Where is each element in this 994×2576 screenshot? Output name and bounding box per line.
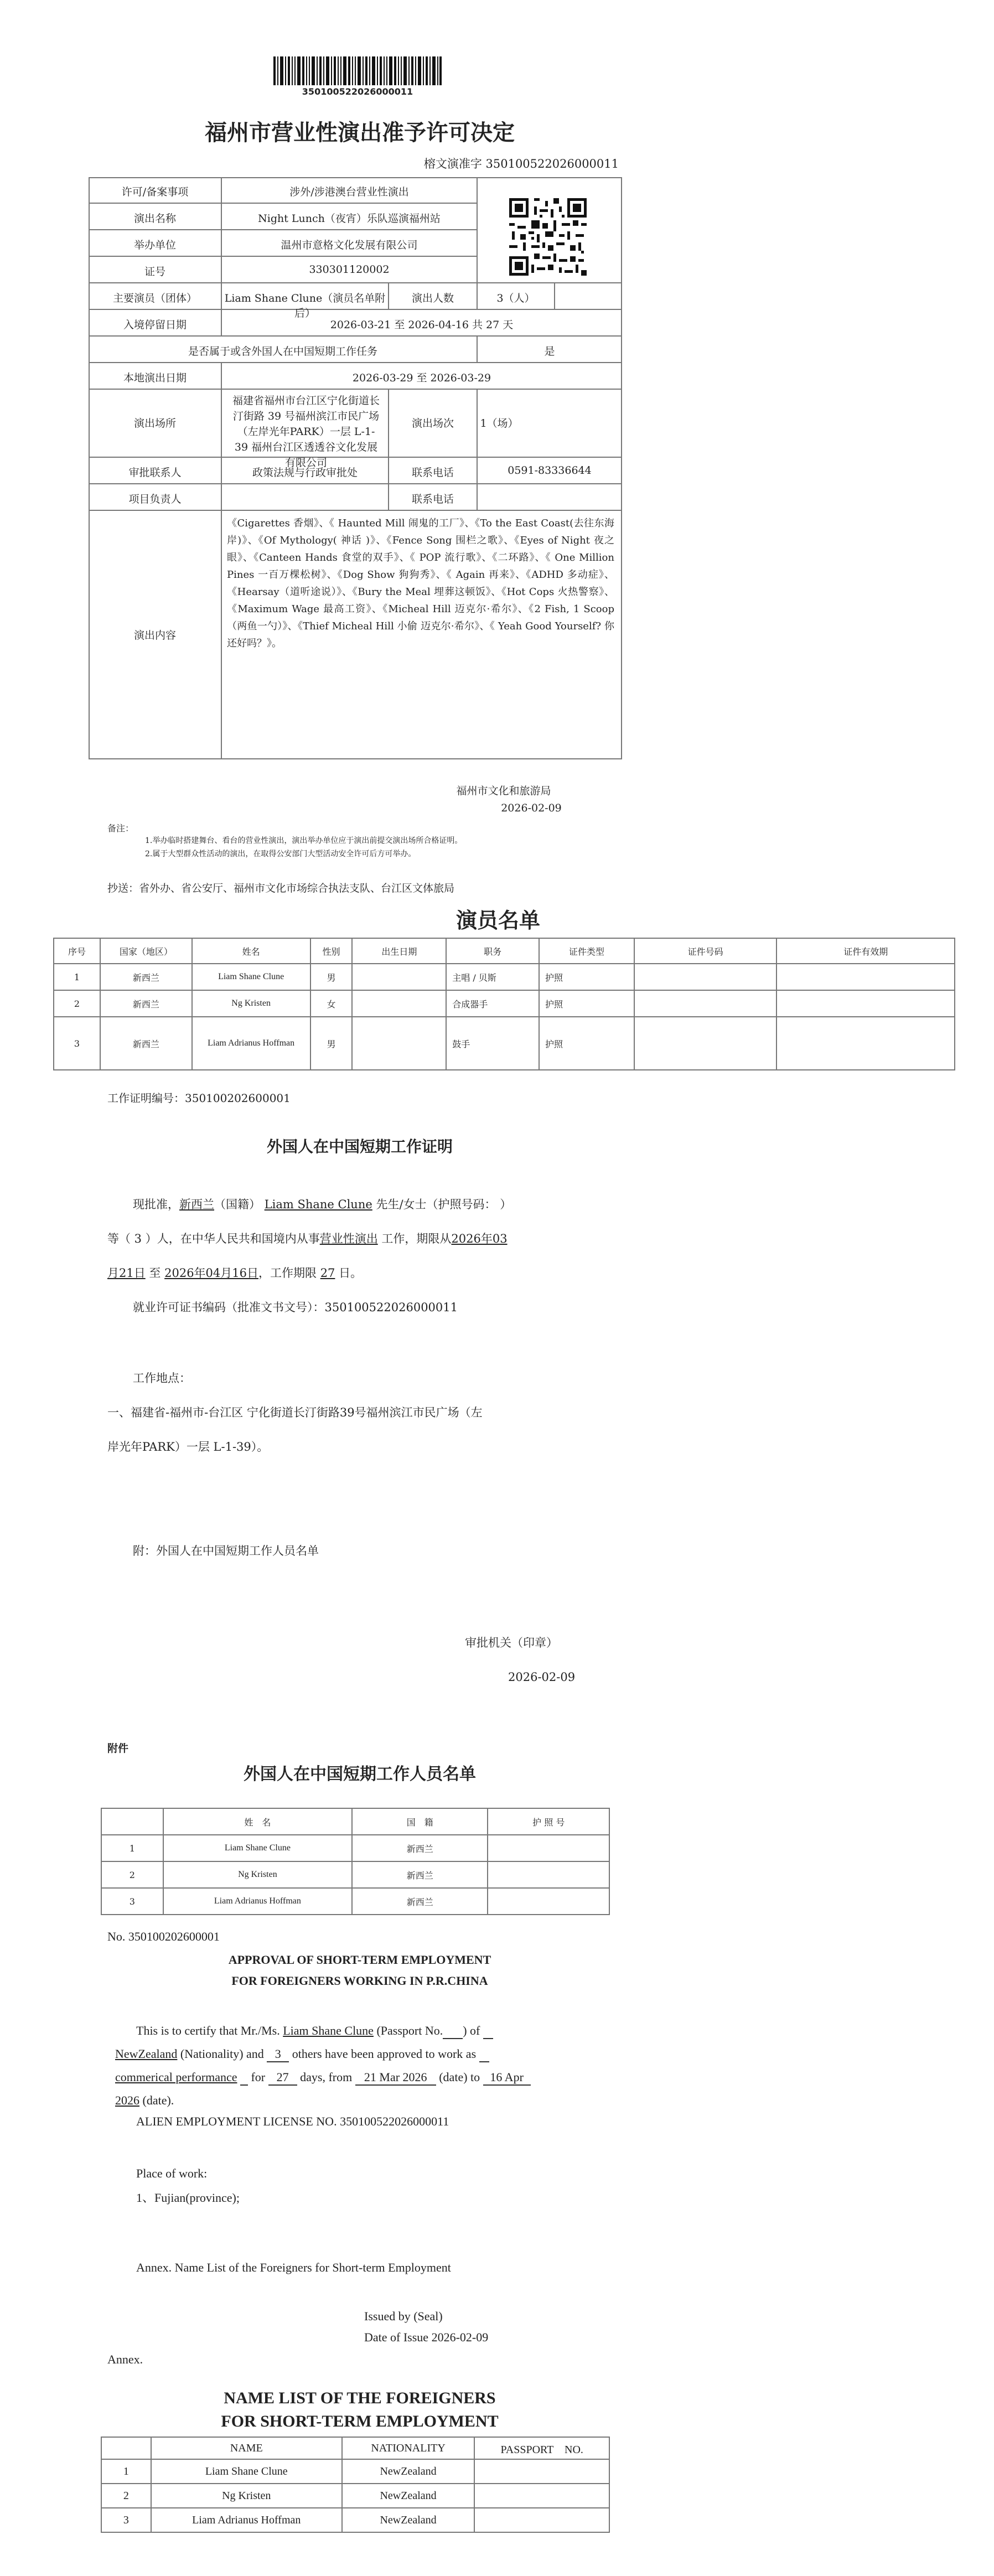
permit-title: 福州市营业性演出准予许可决定 [205,120,515,146]
en-l1-a: This is to certify that Mr./Ms. [136,2024,280,2037]
annex-en-header: PASSPORT NO. [474,2437,609,2459]
cn-from-b: 月21日 [107,1266,146,1280]
cn-seal: 审批机关（印章） [465,1636,558,1649]
annex-cn-cell: Liam Adrianus Hoffman [163,1888,352,1915]
en-passport-blank [443,2024,463,2039]
show-name-label: 演出名称 [133,213,176,225]
cast-cell [776,990,955,1017]
en-work: commerical performance [115,2070,237,2084]
annex-cn-label: 附件 [107,1742,129,1755]
permit-ref: 榕文演准字 350100522026000011 [423,157,619,170]
en-from: 21 Mar 2026 [355,2070,436,2086]
en-annex: Annex. Name List of the Foreigners for Short-term Employment [136,2261,451,2274]
venue-label: 演出场所 [133,417,176,430]
cast-cell: 主唱 / 贝斯 [446,964,539,990]
en-cert-no: No. 350100202600001 [107,1930,220,1943]
cast-cell: 新西兰 [100,1017,192,1070]
cast-header: 证件号码 [634,938,777,964]
cast-header: 国家（地区） [100,938,192,964]
qr-code [509,198,587,276]
en-license: ALIEN EMPLOYMENT LICENSE NO. 350100522026000011 [136,2114,449,2128]
en-l3-c: (date) to [439,2070,480,2084]
annex-en-header: NAME [151,2437,342,2459]
cn-p2-a: 等（ 3 ）人，在中华人民共和国境内从事 [107,1232,320,1245]
barcode [273,56,442,85]
content-value: 《Cigarettes 香烟》、《 Haunted Mill 闹鬼的工厂》、《To the East Coast(去往东海岸)》、《Of Mythology( 神话 )》、《Fence Song 围栏之歌》、《Eyes of Night 夜之眼》、《Canteen Hands 食堂的双手》、《 POP 流行歌》、《二环路》、《 One Million Pines 一百万棵松树》、《Dog Show 狗狗秀》、《 Again 再来》、《ADHD 多动症》、《Hearsay（道听途说）》、《Bury the Meal 埋葬这顿饭》、《Hot Cops 火热警察》、《Maximum Wage 最高工资》、《Micheal Hill 迈克尔·希尔》、《2 Fish, 1 Scoop（两鱼一勺）》、《Thief Micheal Hill 小偷 迈克尔·希尔》、《 Yeah Good Yourself? 你还好吗？》。 [227,518,614,649]
cast-header: 证件类型 [539,938,634,964]
annex-cn-table [101,1808,610,1915]
cast-cell: Ng Kristen [192,990,310,1017]
cn-work: 营业性演出 [319,1232,378,1245]
annex-en-cell [474,2459,609,2484]
annex-en-cell: Liam Shane Clune [151,2459,342,2484]
cc-line: 抄送：省外办、省公安厅、福州市文化市场综合执法支队、台江区文体旅局 [107,882,455,894]
cast-cell: 护照 [539,1017,634,1070]
pm-label: 项目负责人 [128,493,182,505]
cast-cell: 1 [54,964,100,990]
cn-days-b: 日。 [339,1266,363,1280]
stay-value: 2026-03-21 至 2026-04-16 共 27 天 [330,319,514,331]
permit-type-value: 涉外/涉港澳台营业性演出 [289,186,409,198]
en-line-4 [115,2093,174,2108]
cn-p1-prefix: 现批准， [133,1198,179,1211]
cn-country: 新西兰 [179,1198,214,1211]
en-to-b: 2026 [115,2093,139,2107]
cn-days-a: ，工作期限 [258,1266,317,1280]
annex-cn-header: 国 籍 [352,1808,488,1835]
cn-workplace-1: 一、福建省-福州市-台江区 宁化街道长汀街路39号福州滨江市民广场（左 [107,1406,483,1419]
en-to-a: 16 Apr [483,2070,531,2086]
annex-en-cell: Liam Adrianus Hoffman [151,2508,342,2532]
annex-cn-cell: 1 [101,1835,163,1861]
en-name: Liam Shane Clune [283,2024,374,2037]
foreign-label: 是否属于或含外国人在中国短期工作任务 [188,345,377,358]
cn-license: 就业许可证书编码（批准文书文号）：350100522026000011 [133,1301,458,1314]
en-others: 3 [267,2047,289,2062]
approver-value: 政策法规与行政审批处 [252,467,358,479]
annex-en-label: Annex. [107,2352,143,2366]
stay-label: 入境停留日期 [123,319,187,331]
annex-en-cell: Ng Kristen [151,2484,342,2508]
cn-days: 27 [320,1266,335,1280]
annex-en-cell: NewZealand [342,2484,475,2508]
local-date-value: 2026-03-29 至 2026-03-29 [352,372,491,384]
annex-en-cell: 2 [101,2484,151,2508]
en-blank-1 [483,2024,493,2039]
en-place-1: 1、Fujian(province); [136,2191,240,2205]
permit-issuer: 福州市文化和旅游局 [456,785,551,797]
cast-cell: Liam Shane Clune [192,964,310,990]
annex-cn-cell: 新西兰 [352,1835,488,1861]
barcode-number: 35010052202600001​1 [302,86,413,97]
count-value: 3（人） [496,292,535,304]
table-row [54,964,955,990]
barcode-graphic [273,56,442,85]
cn-workplace-label: 工作地点： [133,1372,191,1385]
cast-cell: 3 [54,1017,100,1070]
cast-cell [352,1017,446,1070]
annex-en-cell [474,2508,609,2532]
phone-label: 联系电话 [411,467,454,479]
cast-cell: 护照 [539,990,634,1017]
cast-table [53,938,955,1070]
en-date: Date of Issue 2026-02-09 [364,2330,489,2344]
cn-name: Liam Shane Clune [264,1198,372,1211]
cn-p1-suffix: 先生/女士（护照号码： ） [376,1198,512,1211]
cast-header-row [54,938,955,964]
cn-cert-no: 工作证明编号：350100202600001 [107,1092,291,1105]
annex-cn-cell [488,1888,609,1915]
annex-cn-cell: 新西兰 [352,1888,488,1915]
cast-header: 职务 [446,938,539,964]
annex-cn-cell [488,1835,609,1861]
annex-cn-cell: Ng Kristen [163,1861,352,1888]
en-nationality: NewZealand [115,2047,178,2061]
cast-header: 性别 [310,938,353,964]
cast-cell [352,990,446,1017]
count-label: 演出人数 [411,292,454,304]
table-row [101,2459,609,2484]
annex-en-cell [474,2484,609,2508]
en-blank-2 [479,2047,489,2062]
permit-table [89,177,622,759]
cast-cell: 合成器手 [446,990,539,1017]
table-row [54,990,955,1017]
annex-cn-cell: 新西兰 [352,1861,488,1888]
foreign-value: 是 [544,345,555,358]
cast-cell [776,1017,955,1070]
cast-cell [634,990,777,1017]
note-2: 2.属于大型群众性活动的演出，在取得公安部门大型活动安全许可后方可举办。 [145,850,416,858]
annex-en-cell: NewZealand [342,2459,475,2484]
cn-date: 2026-02-09 [508,1670,576,1684]
cast-cell [776,964,955,990]
table-row [54,1017,955,1070]
annex-cn-cell [488,1861,609,1888]
annex-cn-header: 姓 名 [163,1808,352,1835]
annex-en-title-2: FOR SHORT-TERM EMPLOYMENT [221,2412,499,2430]
table-row [101,1835,609,1861]
annex-en-header: NATIONALITY [342,2437,475,2459]
permit-type-label: 许可/备案事项 [121,186,189,198]
en-l3-b: days, from [300,2070,353,2084]
en-l2-a: (Nationality) and [180,2047,264,2061]
en-l2-b: others have been approved to work as [292,2047,477,2061]
cast-cell: 男 [310,1017,353,1070]
table-row [101,2508,609,2532]
cn-p2-b: 工作，期限从 [381,1232,452,1245]
permit-issue-date: 2026-02-09 [501,802,562,814]
venue-value: 福建省福州市台江区宁化街道长汀街路 39 号福州滨江市民广场（左岸光年PARK）一层 L-1-39 福州台江区透透谷文化发展有限公司 [232,395,380,469]
cast-title: 演员名单 [455,908,540,933]
organizer-value: 温州市意格文化发展有限公司 [281,239,418,251]
en-line-2 [115,2047,489,2062]
cn-to-label: 至 [149,1266,161,1280]
en-l1-b: (Passport No. [376,2024,443,2037]
annex-en-table [101,2437,610,2533]
annex-cn-cell: 3 [101,1888,163,1915]
annex-en-title-1: NAME LIST OF THE FOREIGNERS [224,2389,496,2407]
en-days: 27 [268,2070,297,2086]
cast-header: 序号 [54,938,100,964]
content-label: 演出内容 [133,629,176,642]
annex-cn-cell: 2 [101,1861,163,1888]
annex-cn-header [101,1808,163,1835]
cast-header: 证件有效期 [776,938,955,964]
cast-cell: 鼓手 [446,1017,539,1070]
cn-from-a: 2026年03 [451,1232,508,1245]
en-issued: Issued by (Seal) [364,2309,443,2323]
cast-cell [634,1017,777,1070]
note-1: 1.举办临时搭建舞台、看台的营业性演出，演出举办单位应于演出前提交演出场所合格证明。 [145,836,463,845]
cast-cell: Liam Adrianus Hoffman [192,1017,310,1070]
cast-header: 姓名 [192,938,310,964]
cn-para-2 [107,1230,508,1246]
approver-label: 审批联系人 [128,467,182,479]
annex-en-cell: NewZealand [342,2508,475,2532]
performer-label: 主要演员（团体） [112,292,197,304]
sessions-label: 演出场次 [411,417,454,430]
en-line-3 [115,2070,531,2086]
annex-en-header [101,2437,151,2459]
cn-workplace-2: 岸光年PARK）一层 L-1-39）。 [107,1440,269,1453]
annex-cn-header: 护 照 号 [488,1808,609,1835]
organizer-label: 举办单位 [133,239,176,251]
cast-header: 出生日期 [352,938,446,964]
cast-cell: 新西兰 [100,990,192,1017]
pm-phone-label: 联系电话 [411,493,454,505]
show-name-value: Night Lunch（夜宵）乐队巡演福州站 [258,213,441,225]
annex-en-cell: 1 [101,2459,151,2484]
table-row [101,1861,609,1888]
en-l4-b: (date). [142,2093,174,2107]
performer-value: Liam Shane Clune（演员名单附后） [224,292,386,319]
annex-cn-title: 外国人在中国短期工作人员名单 [244,1765,476,1784]
en-title-1: APPROVAL OF SHORT-TERM EMPLOYMENT [228,1953,491,1967]
phone-value: 0591-83336644 [508,464,592,477]
cert-label: 证号 [144,266,165,278]
cast-cell: 2 [54,990,100,1017]
notes-label: 备注： [107,823,134,834]
cn-para-3 [107,1264,362,1281]
en-l3-a: for [251,2070,266,2084]
cast-cell [634,964,777,990]
en-blank-3 [240,2070,248,2086]
cast-cell: 护照 [539,964,634,990]
en-line-1 [136,2024,493,2039]
cn-p1-mid: （国籍） [214,1198,261,1211]
sessions-value: 1（场） [480,417,519,430]
annex-cn-cell: Liam Shane Clune [163,1835,352,1861]
cn-to: 2026年04月16日 [164,1266,258,1280]
local-date-label: 本地演出日期 [123,372,187,384]
en-place-label: Place of work: [136,2166,208,2180]
annex-en-cell: 3 [101,2508,151,2532]
cast-cell: 女 [310,990,353,1017]
cert-value: 330301120002 [309,263,390,276]
cn-annex: 附：外国人在中国短期工作人员名单 [133,1544,319,1558]
en-title-2: FOR FOREIGNERS WORKING IN P.R.CHINA [231,1974,488,1988]
table-row [101,2484,609,2508]
table-row [101,1888,609,1915]
cast-cell: 男 [310,964,353,990]
cn-para-1 [133,1196,511,1212]
cast-cell [352,964,446,990]
en-l1-c: ) of [463,2024,480,2037]
cn-cert-title: 外国人在中国短期工作证明 [266,1137,453,1156]
cast-cell: 新西兰 [100,964,192,990]
